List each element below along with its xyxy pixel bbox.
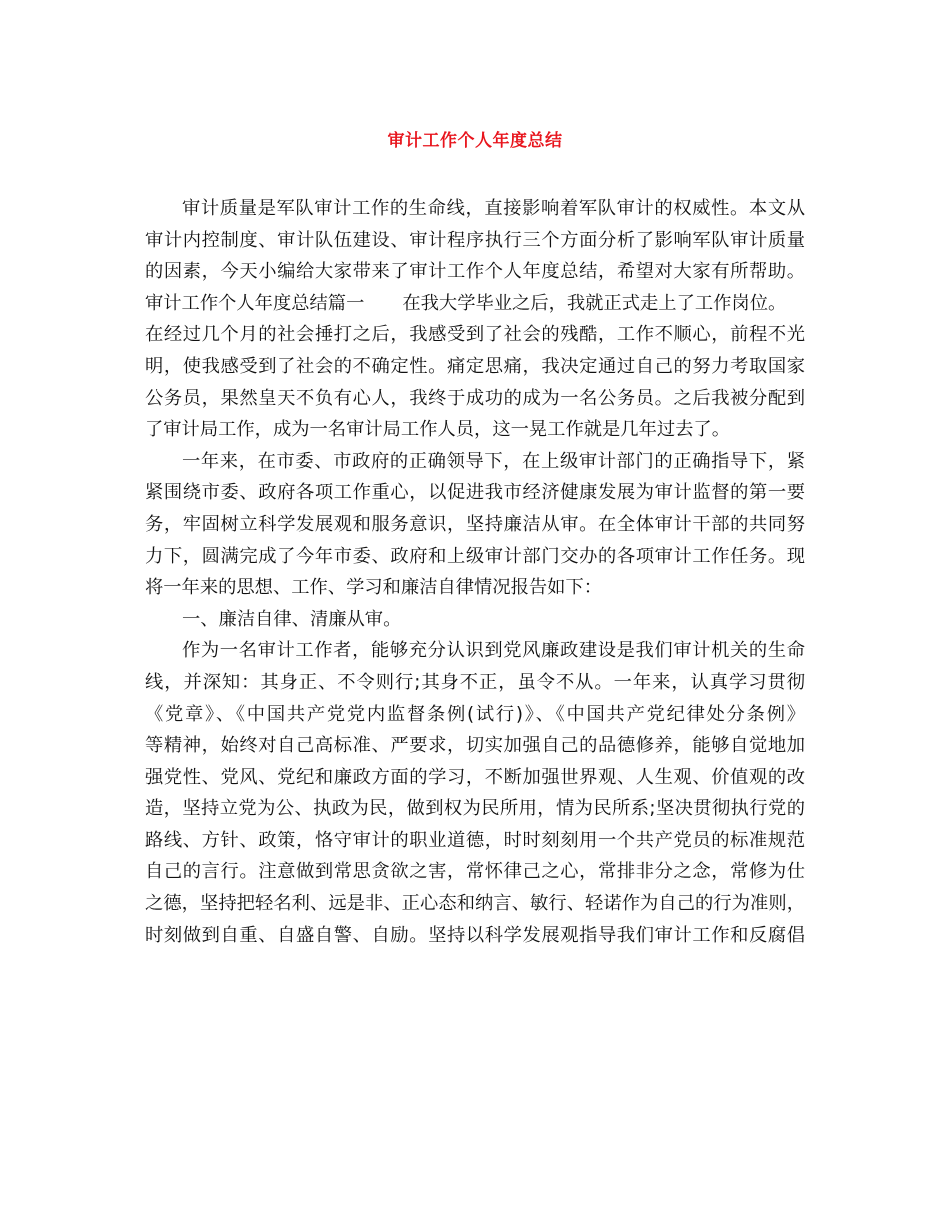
paragraph-line: 等精神，始终对自己高标准、严要求，切实加强自己的品德修养，能够自觉地加	[145, 735, 805, 757]
paragraph-line: 紧围绕市委、政府各项工作重心，以促进我市经济健康发展为审计监督的第一要	[145, 482, 805, 504]
subheading-line: 一、廉洁自律、清廉从审。	[182, 608, 402, 630]
paragraph-line: 《党章》、《中国共产党党内监督条例(试行)》、《中国共产党纪律处分条例》	[145, 703, 805, 725]
paragraph-line: 了审计局工作，成为一名审计局工作人员，这一晃工作就是几年过去了。	[145, 419, 730, 441]
paragraph-line: 造，坚持立党为公、执政为民，做到权为民所用，情为民所系;坚决贯彻执行党的	[145, 798, 805, 820]
paragraph-line: 公务员，果然皇天不负有心人，我终于成功的成为一名公务员。之后我被分配到	[145, 387, 805, 409]
paragraph-line: 审计内控制度、审计队伍建设、审计程序执行三个方面分析了影响军队审计质量	[145, 229, 805, 251]
paragraph-line: 一年来，在市委、市政府的正确领导下，在上级审计部门的正确指导下，紧	[182, 450, 805, 472]
paragraph-line: 审计质量是军队审计工作的生命线，直接影响着军队审计的权威性。本文从	[182, 198, 805, 219]
document-body	[145, 193, 805, 951]
paragraph-line: 将一年来的思想、工作、学习和廉洁自律情况报告如下：	[145, 577, 603, 599]
section-heading-line	[145, 288, 805, 320]
paragraph-line: 作为一名审计工作者，能够充分认识到党风廉政建设是我们审计机关的生命	[182, 640, 805, 662]
section-heading: 审计工作个人年度总结篇一	[145, 292, 365, 314]
paragraph-line: 路线、方针、政策，恪守审计的职业道德，时时刻刻用一个共产党员的标准规范	[145, 829, 805, 851]
paragraph-line: 线，并深知：其身正、不令则行;其身不正，虽令不从。一年来，认真学习贯彻	[145, 671, 805, 693]
paragraph-line: 之德，坚持把轻名利、远是非、正心态和纳言、敏行、轻诺作为自己的行为准则，	[145, 893, 805, 915]
paragraph-line: 明，使我感受到了社会的不确定性。痛定思痛，我决定通过自己的努力考取国家	[145, 355, 805, 377]
paragraph-line: 在经过几个月的社会捶打之后，我感受到了社会的残酷，工作不顺心，前程不光	[145, 324, 805, 346]
paragraph-line: 务，牢固树立科学发展观和服务意识，坚持廉洁从审。在全体审计干部的共同努	[145, 513, 805, 535]
paragraph-text: 在我大学毕业之后，我就正式走上了工作岗位。	[402, 292, 787, 314]
paragraph-line: 自己的言行。注意做到常思贪欲之害，常怀律己之心，常排非分之念，常修为仕	[145, 861, 805, 883]
paragraph-line: 力下，圆满完成了今年市委、政府和上级审计部门交办的各项审计工作任务。现	[145, 545, 805, 567]
paragraph-line: 的因素，今天小编给大家带来了审计工作个人年度总结，希望对大家有所帮助。	[145, 261, 805, 283]
document-title: 审计工作个人年度总结	[387, 131, 563, 151]
paragraph-line: 强党性、党风、党纪和廉政方面的学习，不断加强世界观、人生观、价值观的改	[145, 766, 805, 788]
paragraph-line: 时刻做到自重、自盛自警、自励。坚持以科学发展观指导我们审计工作和反腐倡	[145, 924, 805, 946]
